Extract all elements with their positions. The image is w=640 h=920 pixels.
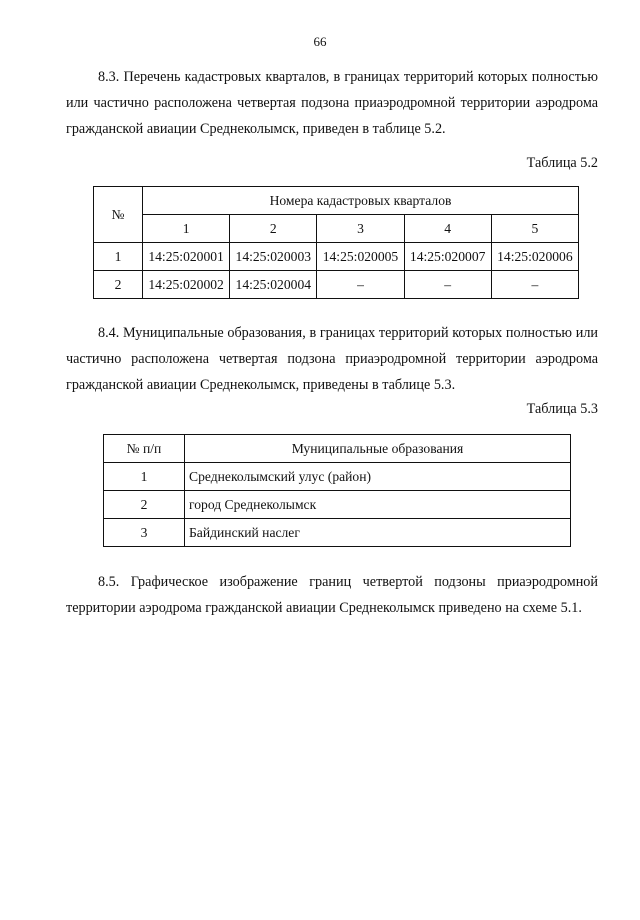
subheader-2: 2 bbox=[230, 215, 317, 243]
subheader-4: 4 bbox=[404, 215, 491, 243]
column-header-number: № bbox=[94, 187, 143, 243]
paragraph-8-5: 8.5. Графическое изображение границ четвертой подзоны приаэродромной территории аэродрома гражданской авиации Среднеколымск приведено на схеме 5.1. bbox=[66, 574, 598, 616]
table-5-2 bbox=[93, 186, 579, 299]
table-row bbox=[104, 491, 571, 519]
column-header-number: № п/п bbox=[104, 435, 185, 463]
subheader-3: 3 bbox=[317, 215, 404, 243]
paragraph-8-3: 8.3. Перечень кадастровых кварталов, в границах территорий которых полностью или частично расположена четвертая подзона приаэродромной территории аэродрома гражданской авиации Среднеколымск, приведен в таблице 5.2. bbox=[66, 69, 598, 137]
page-number: 66 bbox=[313, 34, 327, 49]
table-subheader-row bbox=[94, 215, 579, 243]
empty-cell-dash: – bbox=[317, 271, 404, 299]
table-5-2-caption: Таблица 5.2 bbox=[526, 155, 598, 171]
table-row bbox=[104, 519, 571, 547]
empty-cell-dash: – bbox=[404, 271, 491, 299]
table-row bbox=[104, 463, 571, 491]
municipality-name: город Среднеколымск bbox=[185, 491, 571, 519]
row-number: 1 bbox=[94, 243, 143, 271]
cadastral-quarter: 14:25:020004 bbox=[230, 271, 317, 299]
cadastral-quarter: 14:25:020003 bbox=[230, 243, 317, 271]
row-number: 3 bbox=[104, 519, 185, 547]
row-number: 1 bbox=[104, 463, 185, 491]
row-number: 2 bbox=[94, 271, 143, 299]
row-number: 2 bbox=[104, 491, 185, 519]
table-5-3 bbox=[103, 434, 571, 547]
table-5-3-caption: Таблица 5.3 bbox=[526, 401, 598, 417]
table-row bbox=[94, 271, 579, 299]
empty-cell-dash: – bbox=[491, 271, 578, 299]
cadastral-quarter: 14:25:020001 bbox=[143, 243, 230, 271]
paragraph-8-4: 8.4. Муниципальные образования, в границах территорий которых полностью или частично расположена четвертая подзона приаэродромной территории аэродрома гражданской авиации Среднеколымск, приведены в таблице 5.3. bbox=[66, 325, 598, 393]
subheader-5: 5 bbox=[491, 215, 578, 243]
table-row bbox=[94, 243, 579, 271]
table-header-row bbox=[94, 187, 579, 215]
column-header-municipality: Муниципальные образования bbox=[185, 435, 571, 463]
cadastral-quarter: 14:25:020002 bbox=[143, 271, 230, 299]
column-header-group: Номера кадастровых кварталов bbox=[143, 187, 579, 215]
municipality-name: Байдинский наслег bbox=[185, 519, 571, 547]
cadastral-quarter: 14:25:020007 bbox=[404, 243, 491, 271]
subheader-1: 1 bbox=[143, 215, 230, 243]
municipality-name: Среднеколымский улус (район) bbox=[185, 463, 571, 491]
table-header-row bbox=[104, 435, 571, 463]
cadastral-quarter: 14:25:020006 bbox=[491, 243, 578, 271]
cadastral-quarter: 14:25:020005 bbox=[317, 243, 404, 271]
